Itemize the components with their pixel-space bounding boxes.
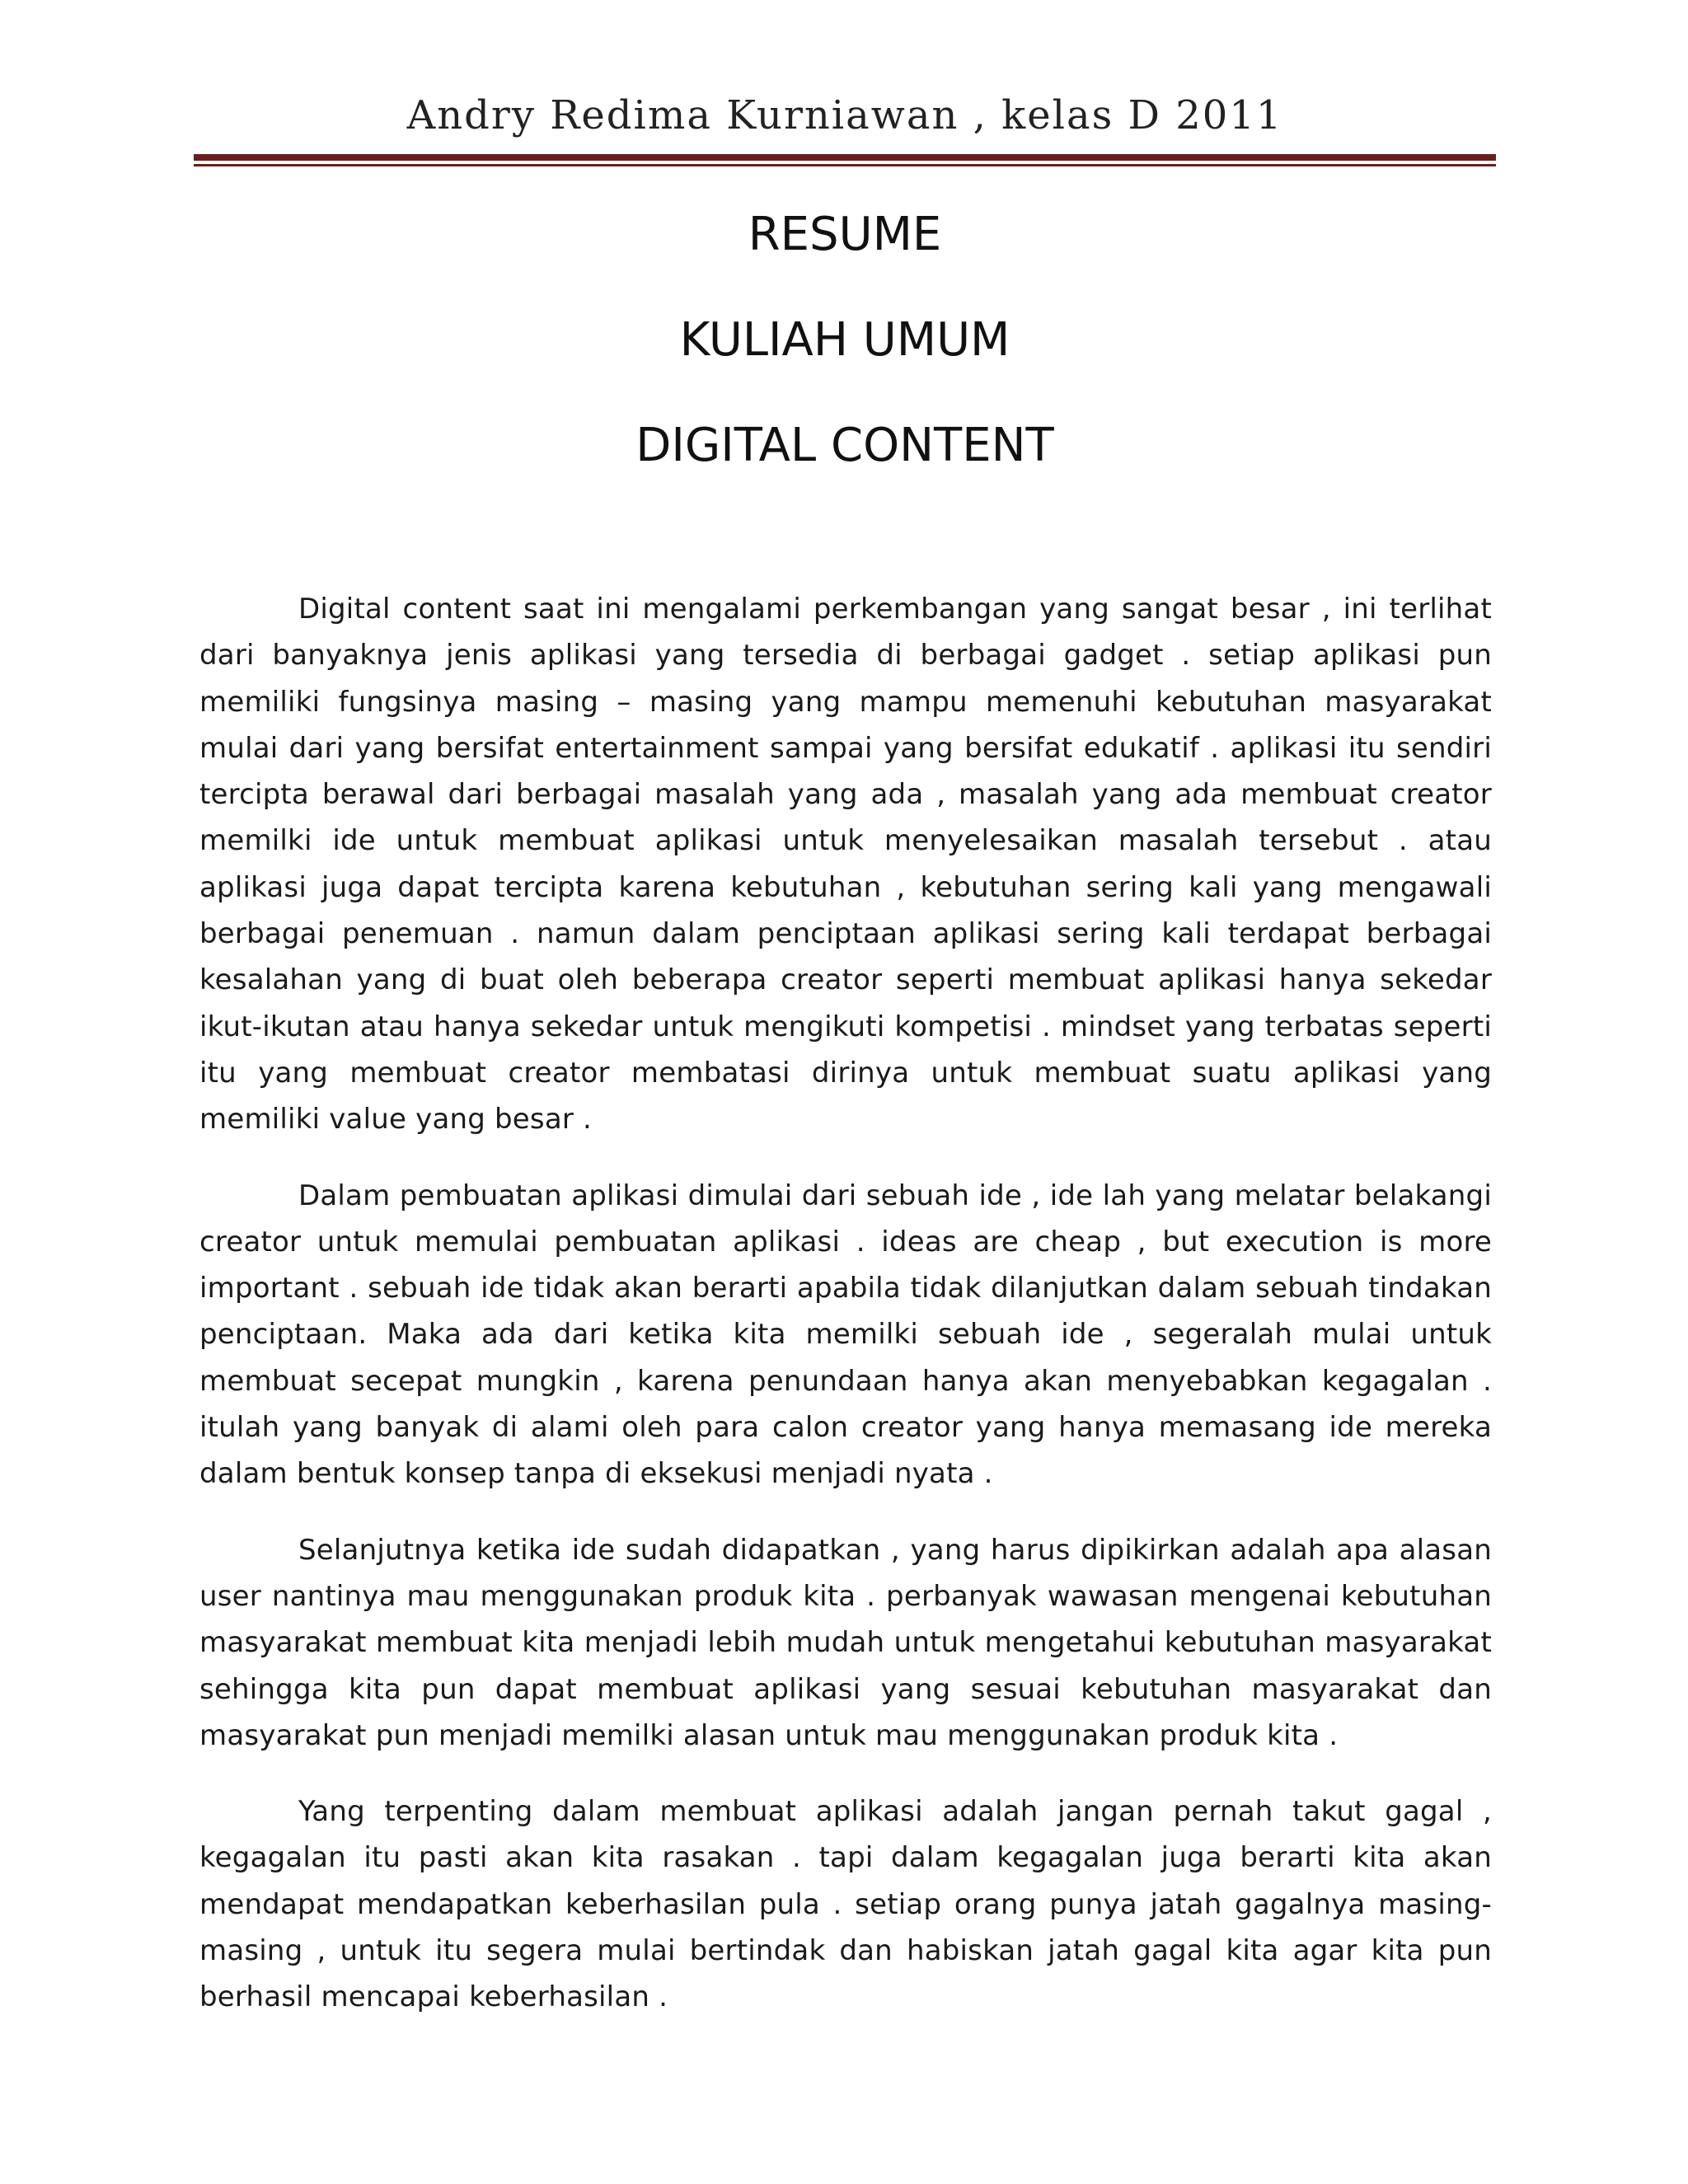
- paragraph-2: Dalam pembuatan aplikasi dimulai dari sebuah ide , ide lah yang melatar belakangi creator untuk memulai pembuatan aplikasi . ideas are cheap , but execution is more important . sebuah ide tidak akan berarti apabila tidak dilanjutkan dalam sebuah tindakan penciptaan. Maka ada dari ketika kita memilki sebuah ide , segeralah mulai untuk membuat secepat mungkin , karena penundaan hanya akan menyebabkan kegagalan . itulah yang banyak di alami oleh para calon creator yang hanya memasang ide mereka dalam bentuk konsep tanpa di eksekusi menjadi nyata .: [199, 1179, 1492, 1491]
- header-divider-thick: [194, 154, 1496, 161]
- paragraph-3: Selanjutnya ketika ide sudah didapatkan , yang harus dipikirkan adalah apa alasan user nantinya mau menggunakan produk kita . perbanyak wawasan mengenai kebutuhan masyarakat membuat kita menjadi lebih mudah untuk mengetahui kebutuhan masyarakat sehingga kita pun dapat membuat aplikasi yang sesuai kebutuhan masyarakat dan masyarakat pun menjadi memilki alasan untuk mau menggunakan produk kita .: [199, 1533, 1492, 1752]
- page-header-author: Andry Redima Kurniawan , kelas D 2011: [406, 92, 1283, 138]
- title-kuliah-umum: KULIAH UMUM: [679, 313, 1010, 367]
- title-resume: RESUME: [748, 208, 942, 261]
- paragraph-4: Yang terpenting dalam membuat aplikasi adalah jangan pernah takut gagal , kegagalan itu pasti akan kita rasakan . tapi dalam kegagalan juga berarti kita akan mendapat mendapatkan keberhasilan pula . setiap orang punya jatah gagalnya masing-masing , untuk itu segera mulai bertindak dan habiskan jatah gagal kita agar kita pun berhasil mencapai keberhasilan .: [199, 1795, 1492, 2014]
- document-body: [199, 586, 1492, 2050]
- title-digital-content: DIGITAL CONTENT: [635, 419, 1054, 472]
- header-divider-thin: [194, 164, 1496, 166]
- paragraph-1: Digital content saat ini mengalami perkembangan yang sangat besar , ini terlihat dari banyaknya jenis aplikasi yang tersedia di berbagai gadget . setiap aplikasi pun memiliki fungsinya masing – masing yang mampu memenuhi kebutuhan masyarakat mulai dari yang bersifat entertainment sampai yang bersifat edukatif . aplikasi itu sendiri tercipta berawal dari berbagai masalah yang ada , masalah yang ada membuat creator memilki ide untuk membuat aplikasi untuk menyelesaikan masalah tersebut . atau aplikasi juga dapat tercipta karena kebutuhan , kebutuhan sering kali yang mengawali berbagai penemuan . namun dalam penciptaan aplikasi sering kali terdapat berbagai kesalahan yang di buat oleh beberapa creator seperti membuat aplikasi hanya sekedar ikut-ikutan atau hanya sekedar untuk mengikuti kompetisi . mindset yang terbatas seperti itu yang membuat creator membatasi dirinya untuk membuat suatu aplikasi yang memiliki value yang besar .: [199, 593, 1492, 1137]
